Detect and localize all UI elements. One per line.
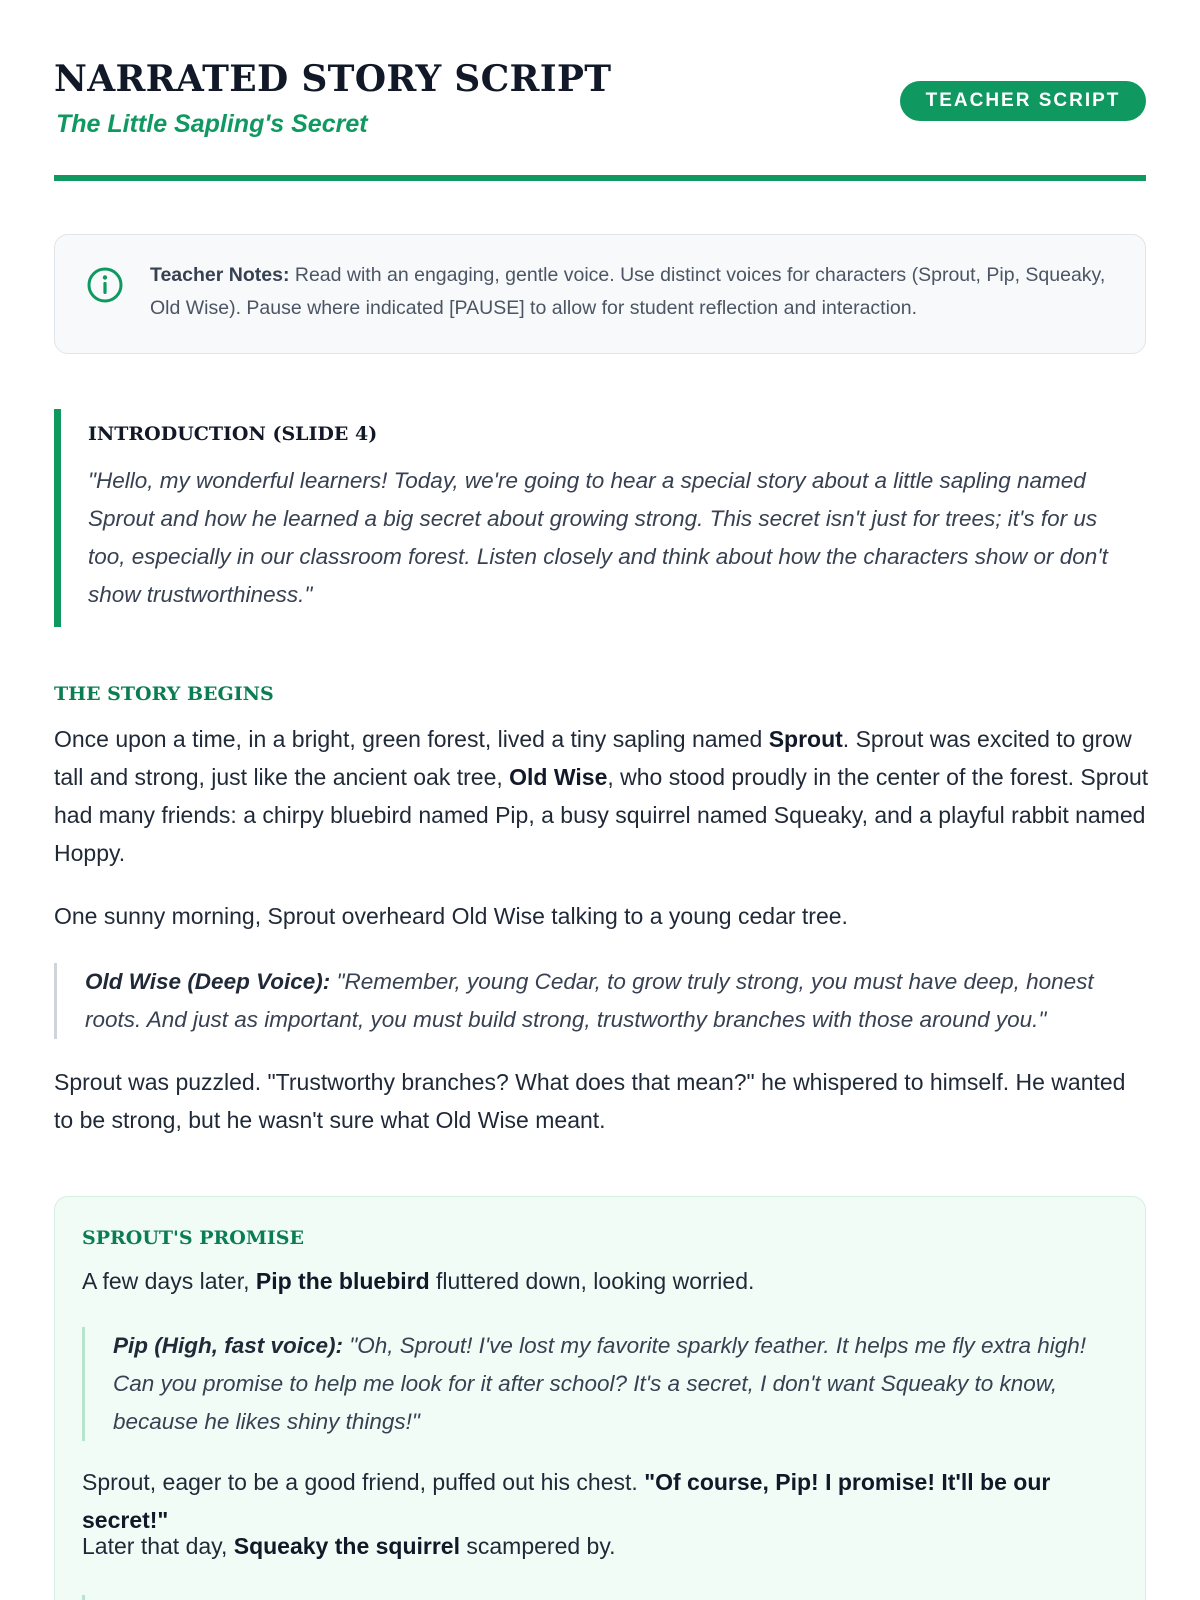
page-header (54, 58, 1146, 182)
pip-quote (82, 1327, 1122, 1441)
teacher-script-badge: TEACHER SCRIPT (900, 81, 1146, 121)
story-paragraph-3: Sprout was puzzled. "Trustworthy branches? What does that mean?" he whispered to himself. He wanted to be strong, but he wasn't sure what Old Wise meant. (54, 1069, 1126, 1133)
sprouts-promise-label: SPROUT'S PROMISE (82, 1227, 304, 1249)
sprout-promise-line: "Of course, Pip! I promise! It'll be our secret!" (82, 1469, 1051, 1533)
teacher-notes-box (54, 234, 1146, 354)
promise-paragraph-3 (82, 1527, 1122, 1565)
teacher-notes-body: Read with an engaging, gentle voice. Use distinct voices for characters (Sprout, Pip, Squeaky, Old Wise). Pause where indicated [PAUSE] to allow for student reflection and interaction. (150, 264, 1106, 319)
story-paragraph-2: One sunny morning, Sprout overheard Old Wise talking to a young cedar tree. (54, 903, 848, 929)
teacher-notes-text (150, 259, 1115, 325)
sprouts-promise-section (54, 1196, 1146, 1600)
story-text: fluttered down, looking worried. (429, 1268, 755, 1294)
info-icon (85, 265, 125, 305)
introduction-section (54, 409, 1146, 627)
page-title: NARRATED STORY SCRIPT (54, 58, 612, 100)
story-text: Once upon a time, in a bright, green forest, lived a tiny sapling named (54, 726, 769, 752)
introduction-text: "Hello, my wonderful learners! Today, we're going to hear a special story about a little sapling named Sprout and how he learned a big secret about growing strong. This secret isn't just for trees; it's for us too, especially in our classroom forest. Listen closely and think about how the characters show or don't show trustworthiness." (88, 468, 1108, 607)
quote-speaker: Old Wise (Deep Voice): (85, 969, 331, 994)
story-text: . Sprout was excited to grow tall and strong, just like the ancient oak tree, (54, 726, 1132, 790)
story-text: Later that day, (82, 1533, 234, 1559)
quote-text: "Oh, Sprout! I've lost my favorite sparkly feather. It helps me fly extra high! Can you promise to help me look for it after school? It's a secret, I don't want Squeaky to know, because he likes shiny things!" (113, 1333, 1087, 1434)
promise-paragraph-1 (82, 1262, 1122, 1300)
story-paragraph-1 (54, 720, 1149, 872)
character-name-pip: Pip the bluebird (255, 1268, 430, 1294)
story-begins-label: THE STORY BEGINS (54, 683, 274, 705)
quote-speaker: Pip (High, fast voice): (113, 1333, 344, 1358)
next-quote-bar (82, 1595, 85, 1600)
old-wise-quote (54, 963, 1146, 1039)
teacher-notes-label: Teacher Notes: (150, 264, 290, 286)
header-divider (54, 175, 1146, 181)
story-text: , who stood proudly in the center of the forest. Sprout had many friends: a chirpy bluebird named Pip, a busy squirrel named Squeaky, and a playful rabbit named Hoppy. (54, 764, 1149, 866)
introduction-label: INTRODUCTION (SLIDE 4) (88, 423, 378, 445)
story-text: scampered by. (459, 1533, 616, 1559)
story-text: Sprout, eager to be a good friend, puffed out his chest. (82, 1469, 645, 1495)
story-subtitle: The Little Sapling's Secret (56, 110, 368, 138)
story-text: A few days later, (82, 1268, 256, 1294)
character-name-sprout: Sprout (768, 726, 843, 752)
quote-text: "Remember, young Cedar, to grow truly strong, you must have deep, honest roots. And just as important, you must build strong, trustworthy branches with those around you." (85, 969, 1094, 1032)
character-name-old-wise: Old Wise (509, 764, 608, 790)
character-name-squeaky: Squeaky the squirrel (233, 1533, 460, 1559)
